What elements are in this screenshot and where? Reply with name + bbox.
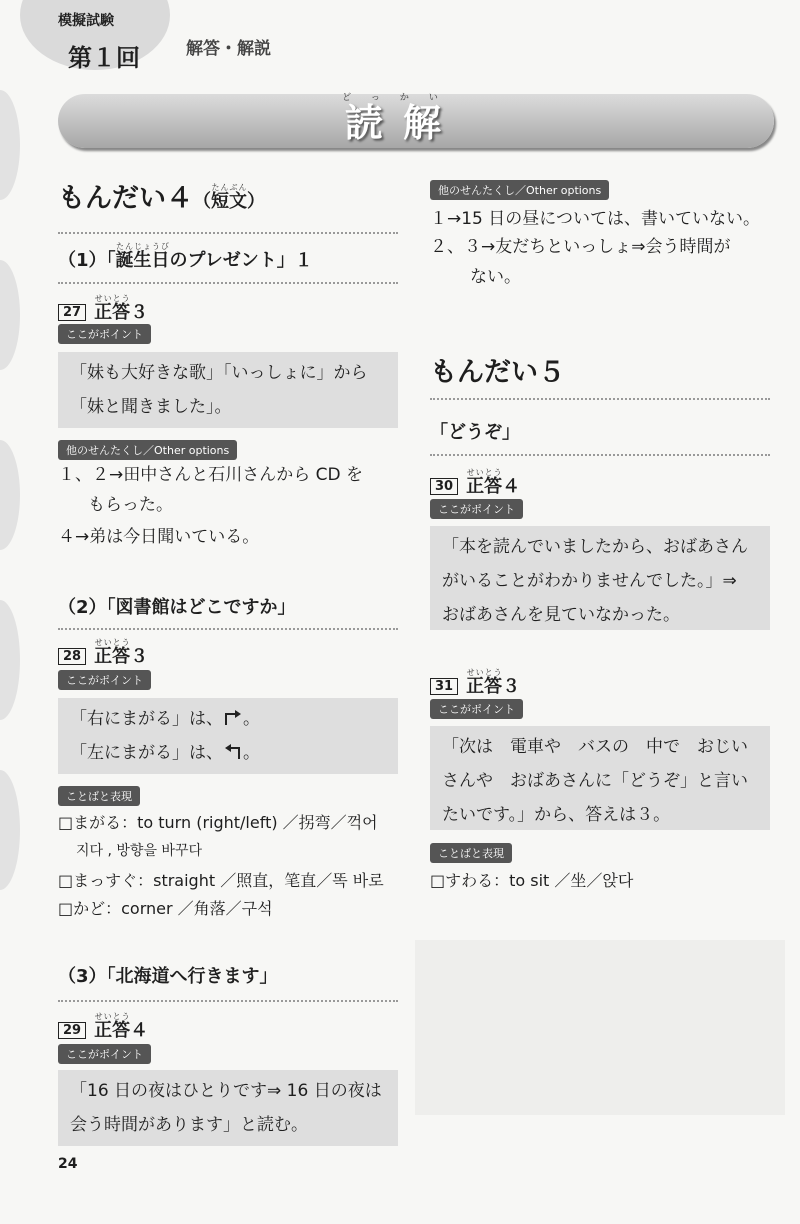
answer-30: 30 正答せいとう４ (430, 468, 520, 498)
divider (430, 398, 770, 400)
question-3-title: （3）「北海道へ行きます」 (58, 966, 278, 987)
left-edge-decoration (0, 440, 20, 550)
divider (430, 454, 770, 456)
faint-background-block (415, 940, 785, 1115)
divider (58, 282, 398, 284)
divider (58, 628, 398, 630)
question-2-title: （2）「図書館はどこですか」 (58, 597, 296, 618)
left-edge-decoration (0, 770, 20, 890)
turn-left-arrow-icon (223, 744, 243, 760)
vocab-label: ことばと表現 (58, 786, 140, 806)
vocab-label: ことばと表現 (430, 843, 512, 863)
vocab-item-massugu: □まっすぐ：straight ／照直，笔直／똑 바로 (58, 871, 384, 890)
divider (58, 232, 398, 234)
exam-round: 第１回 (68, 44, 140, 72)
turn-right-arrow-icon (223, 710, 243, 726)
question-number: 27 (58, 304, 86, 321)
answer-31: 31 正答せいとう３ (430, 668, 520, 698)
answer-28: 28 正答せいとう３ (58, 638, 148, 668)
question-number: 30 (430, 478, 458, 495)
section-label: 解答・解説 (186, 39, 271, 59)
mondai5-heading: もんだい５ (430, 357, 565, 388)
answer-27: 27 正答せいとう３ (58, 294, 148, 324)
point-box: 「16 日の夜はひとりです⇒ 16 日の夜は 会う時間があります」と読む。 (58, 1070, 398, 1146)
passage-title: 「どうぞ」 (430, 422, 520, 443)
point-label: ここがポイント (58, 670, 151, 690)
question-number: 31 (430, 678, 458, 695)
mondai4-heading: もんだい４（短文たんぶん） (58, 183, 265, 214)
answer-29: 29 正答せいとう４ (58, 1012, 148, 1042)
point-label: ここがポイント (58, 1044, 151, 1064)
other-option-1: １、２→田中さんと石川さんから CD を もらった。 (58, 465, 364, 515)
other-options-label: 他のせんたくし／Other options (58, 440, 237, 460)
point-box: 「右にまがる」は、 。 「左にまがる」は、 。 (58, 698, 398, 774)
left-edge-decoration (0, 600, 20, 720)
other-options-label: 他のせんたくし／Other options (430, 180, 609, 200)
other-option-2: ２、３→友だちといっしょ⇒会う時間が ない。 (430, 237, 731, 287)
other-option-2: ４→弟は今日聞いている。 (58, 527, 260, 547)
point-box: 「本を読んでいましたから、おばあさん がいることがわかりませんでした。」⇒ おばあさんを見ていなかった。 (430, 526, 770, 630)
point-box: 「次は 電車や バスの 中で おじい さんや おばあさんに「どうぞ」と言い たいです。」から、答えは３。 (430, 726, 770, 830)
page-number: 24 (58, 1156, 78, 1172)
vocab-item-magaru: □まがる：to turn (right/left) ／拐弯／꺽어 지다 , 방향을 바꾸다 (58, 813, 378, 859)
question-1-title: （1）「誕生日たんじょうびのプレゼント」１ (58, 242, 313, 271)
other-option-1: １→15 日の昼については、書いていない。 (430, 209, 760, 229)
vocab-item-suwaru: □すわる：to sit ／坐／앉다 (430, 871, 634, 890)
question-number: 28 (58, 648, 86, 665)
exam-title: 模擬試験 (58, 13, 114, 29)
question-number: 29 (58, 1022, 86, 1039)
divider (58, 1000, 398, 1002)
left-edge-decoration (0, 260, 20, 370)
point-label: ここがポイント (430, 699, 523, 719)
banner-title: 読解どっかい (342, 93, 458, 145)
point-box: 「妹も大好きな歌」「いっしょに」から 「妹と聞きました」。 (58, 352, 398, 428)
vocab-item-kado: □かど：corner ／角落／구석 (58, 899, 273, 918)
point-label: ここがポイント (58, 324, 151, 344)
point-label: ここがポイント (430, 499, 523, 519)
